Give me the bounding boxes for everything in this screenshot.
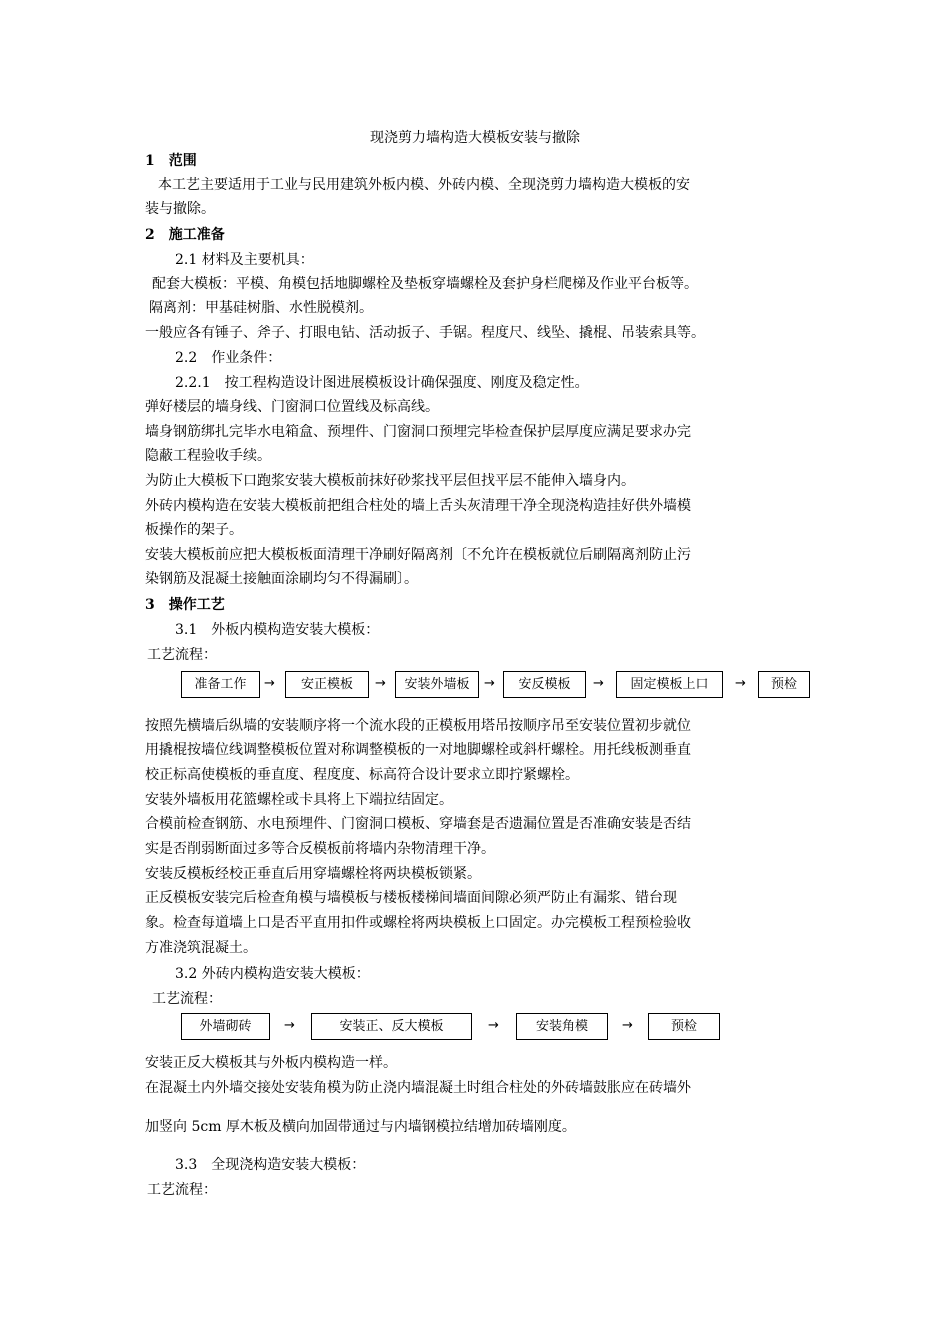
paragraph: 安装反模板经校正垂直后用穿墙螺栓将两块模板锁紧。 [145,866,481,882]
paragraph: 安装大模板前应把大模板板面清理干净刷好隔离剂〔不允许在模板就位后刷隔离剂防止污 [145,547,691,563]
flow-step: 预检 [648,1013,720,1040]
flow-step: 安装角模 [516,1013,608,1040]
arrow-right-icon: → [593,676,604,691]
section-3-heading: 3 操作工艺 [145,597,225,613]
flow-step: 外墙砌砖 [181,1013,270,1040]
paragraph: 配套大模板：平模、角模包括地脚螺栓及垫板穿墙螺栓及套护身栏爬梯及作业平台板等。 [152,276,698,292]
paragraph: 加竖向 5cm 厚木板及横向加固带通过与内墙钢模拉结增加砖墙刚度。 [145,1119,576,1135]
paragraph: 弹好楼层的墙身线、门窗洞口位置线及标高线。 [145,399,439,415]
flow-label: 工艺流程： [147,647,217,663]
paragraph: 为防止大模板下口跑浆安装大模板前抹好砂浆找平层但找平层不能伸入墙身内。 [145,473,635,489]
subsection-heading: 2.2 作业条件： [175,350,282,366]
arrow-right-icon: → [484,676,495,691]
paragraph: 安装正反大模板其与外板内模构造一样。 [145,1055,397,1071]
paragraph: 隔离剂：甲基硅树脂、水性脱模剂。 [149,300,373,316]
flow-step: 准备工作 [181,671,260,698]
arrow-right-icon: → [264,676,275,691]
paragraph: 本工艺主要适用于工业与民用建筑外板内模、外砖内模、全现浇剪力墙构造大模板的安 [158,177,690,193]
arrow-right-icon: → [284,1018,295,1033]
flow-step: 固定模板上口 [616,671,723,698]
paragraph: 正反模板安装完后检查角模与墙模板与楼板楼梯间墙面间隙必须严防止有漏浆、错台现 [145,890,677,906]
arrow-right-icon: → [622,1018,633,1033]
subsection-heading: 3.1 外板内模构造安装大模板： [175,622,380,638]
paragraph: 外砖内模构造在安装大模板前把组合柱处的墙上舌头灰清理干净全现浇构造挂好供外墙模 [145,498,691,514]
paragraph: 方准浇筑混凝土。 [145,940,257,956]
arrow-right-icon: → [735,676,746,691]
subsection-heading: 2.1 材料及主要机具： [175,252,314,268]
subsection-heading: 3.3 全现浇构造安装大模板： [175,1157,366,1173]
paragraph: 一般应各有锤子、斧子、打眼电钻、活动扳子、手锯。程度尺、线坠、撬棍、吊装索具等。 [145,325,705,341]
subsection-heading: 3.2 外砖内模构造安装大模板： [175,966,370,982]
paragraph: 在混凝土内外墙交接处安装角模为防止浇内墙混凝土时组合柱处的外砖墙鼓胀应在砖墙外 [145,1080,691,1096]
flow-step: 安装外墙板 [395,671,479,698]
paragraph: 隐蔽工程验收手续。 [145,448,271,464]
arrow-right-icon: → [375,676,386,691]
arrow-right-icon: → [488,1018,499,1033]
flow-step: 预检 [758,671,810,698]
paragraph: 象。检查每道墙上口是否平直用扣件或螺栓将两块模板上口固定。办完模板工程预检验收 [145,915,691,931]
flow-step: 安装正、反大模板 [311,1013,472,1040]
flow-label: 工艺流程： [147,1182,217,1198]
paragraph: 合模前检查钢筋、水电预埋件、门窗洞口模板、穿墙套是否遗漏位置是否准确安装是否结 [145,816,691,832]
section-2-heading: 2 施工准备 [145,227,225,243]
paragraph: 板操作的架子。 [145,522,243,538]
section-1-heading: 1 范围 [145,153,197,169]
paragraph: 校正标高使模板的垂直度、程度度、标高符合设计要求立即拧紧螺栓。 [145,767,579,783]
flow-step: 安反模板 [503,671,586,698]
paragraph: 墙身钢筋绑扎完毕水电箱盒、预埋件、门窗洞口预埋完毕检查保护层厚度应满足要求办完 [145,424,691,440]
paragraph: 按照先横墙后纵墙的安装顺序将一个流水段的正模板用塔吊按顺序吊至安装位置初步就位 [145,718,691,734]
page-title: 现浇剪力墙构造大模板安装与撤除 [370,130,580,146]
paragraph: 装与撤除。 [145,201,215,217]
paragraph: 用撬棍按墙位线调整模板位置对称调整模板的一对地脚螺栓或斜杆螺栓。用托线板测垂直 [145,742,691,758]
subsection-heading: 2.2.1 按工程构造设计图进展模板设计确保强度、刚度及稳定性。 [175,375,589,391]
flow-label: 工艺流程： [152,991,222,1007]
paragraph: 安装外墙板用花篮螺栓或卡具将上下端拉结固定。 [145,792,453,808]
flow-step: 安正模板 [285,671,369,698]
paragraph: 实是否削弱断面过多等合反模板前将墙内杂物清理干净。 [145,841,495,857]
paragraph: 染钢筋及混凝土接触面涂刷均匀不得漏刷〕。 [145,571,418,587]
